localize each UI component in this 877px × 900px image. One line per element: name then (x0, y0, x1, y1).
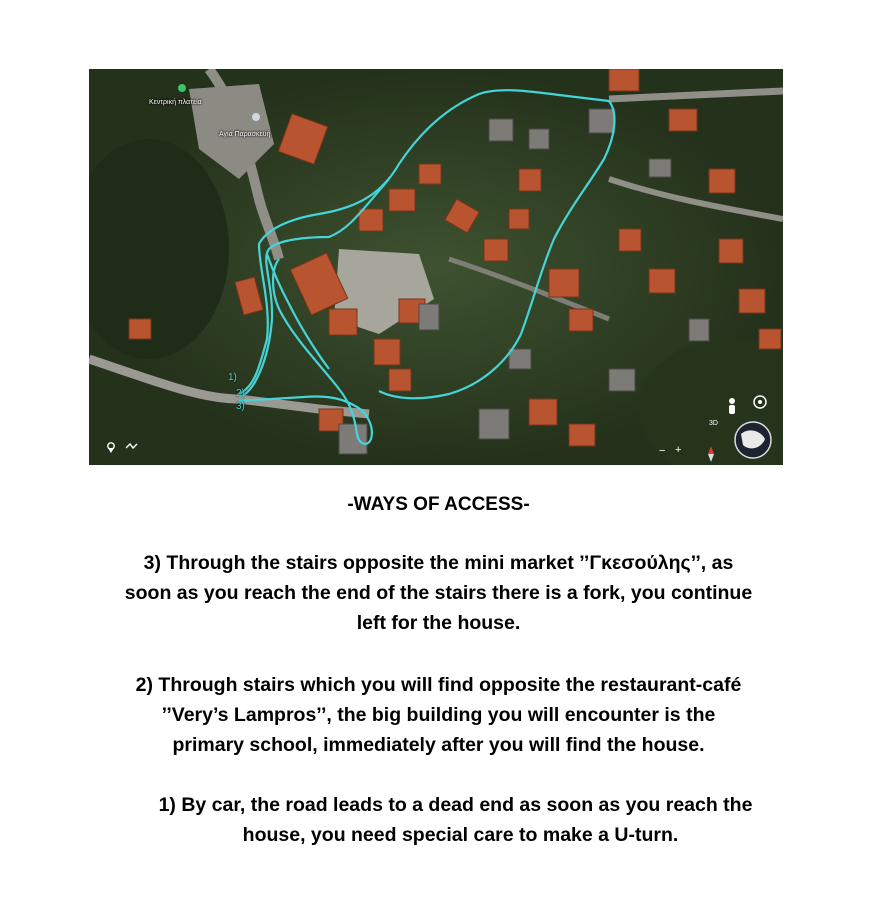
direction-2-line: 2) Through stairs which you will find opposite the restaurant-café (135, 674, 742, 696)
zoom-out-button[interactable]: − (659, 445, 666, 457)
direction-1-line: house, you need special care to make a U-turn. (242, 824, 679, 846)
view-3d-button[interactable]: 3D (709, 420, 718, 427)
route-number-1: 1) (228, 372, 237, 383)
direction-1 (0, 790, 877, 850)
direction-2-line: primary school, immediately after you will find the house. (172, 734, 705, 756)
map-pin-icon (178, 84, 186, 92)
church-label: Αγία Παρασκευή (219, 131, 271, 138)
map-imagery (89, 69, 783, 465)
route-number-2: 2) (236, 388, 245, 399)
direction-2-line: ’’Very’s Lampros’’, the big building you will encounter is the (161, 704, 716, 726)
direction-2 (0, 670, 877, 760)
church-pin-icon (252, 113, 260, 121)
globe-icon[interactable] (735, 422, 771, 458)
direction-3-line: soon as you reach the end of the stairs there is a fork, you continue (124, 582, 753, 604)
square-label: Κεντρική πλατεία (149, 99, 202, 106)
direction-1-line: 1) By car, the road leads to a dead end as soon as you reach the (158, 794, 753, 816)
pegman-icon[interactable] (729, 398, 735, 414)
zoom-in-button[interactable]: + (675, 444, 682, 456)
satellite-map[interactable] (89, 69, 783, 465)
direction-3 (0, 548, 877, 638)
route-number-3: 3) (236, 401, 245, 412)
direction-3-line: left for the house. (356, 612, 521, 634)
page-heading: -WAYS OF ACCESS- (347, 494, 530, 515)
direction-3-line: 3) Through the stairs opposite the mini market ’’Γκεσούλης’’, as (143, 552, 734, 574)
